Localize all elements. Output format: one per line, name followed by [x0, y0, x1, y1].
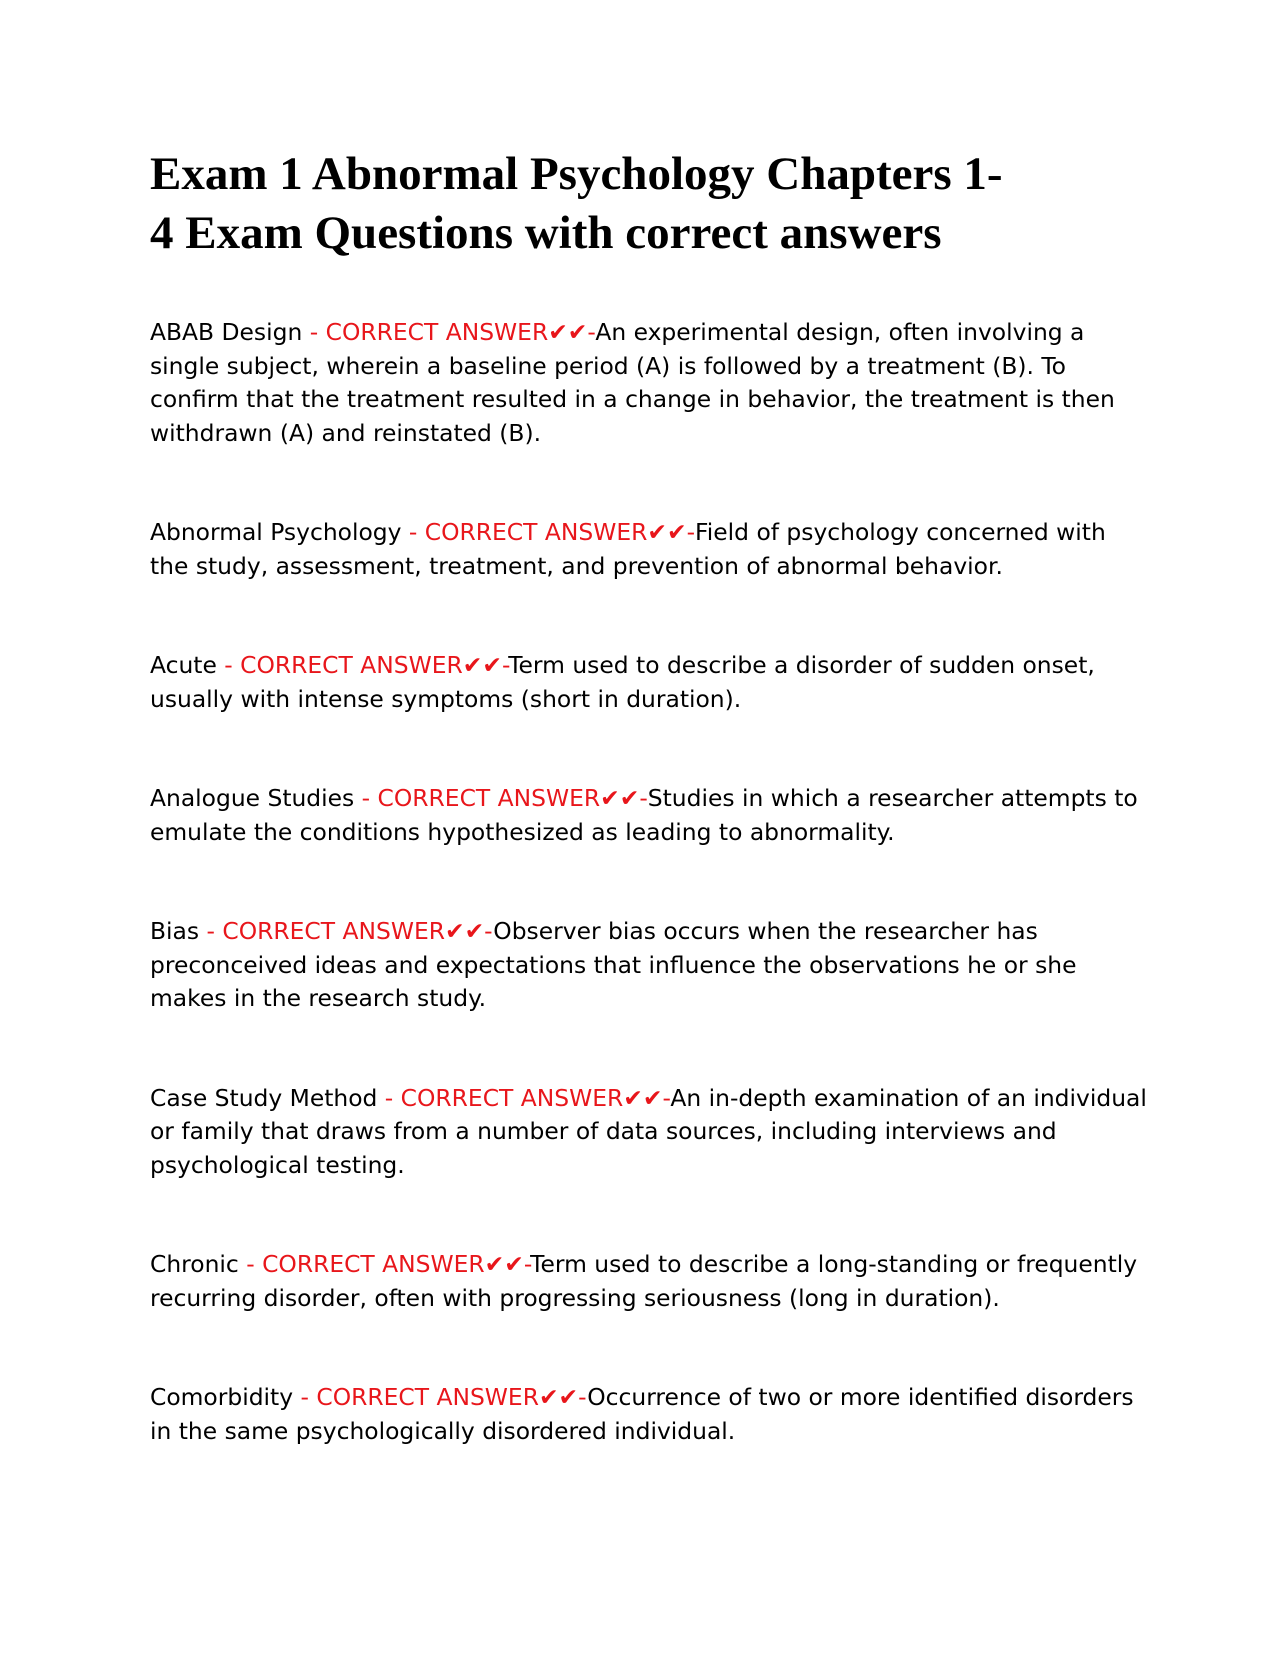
correct-answer-label: - CORRECT ANSWER✔✔-: [377, 1083, 671, 1112]
entry-term: Acute: [150, 651, 217, 679]
entry-definition: An experimental design, often involving a single subject, wherein a baseline period (A) is followed by a treatment (B). To confirm that the treatment resulted in a change in behavior, the treatment is then withdrawn (A) and reinstated (B).: [150, 318, 1115, 447]
entry-term: Abnormal Psychology: [150, 518, 402, 546]
glossary-entry: [150, 1082, 1150, 1183]
glossary-entry: [150, 782, 1150, 849]
entry-term: ABAB Design: [150, 318, 303, 346]
entry-term: Analogue Studies: [150, 784, 355, 812]
entry-term: Comorbidity: [150, 1383, 294, 1411]
entry-term: Chronic: [150, 1250, 239, 1278]
entry-definition: Observer bias occurs when the researcher has preconceived ideas and expectations that influence the observations he or she makes in the research study.: [150, 917, 1077, 1012]
entry-definition: Studies in which a researcher attempts to emulate the conditions hypothesized as leading to abnormality.: [150, 784, 1138, 846]
entry-term: Bias: [150, 917, 200, 945]
entry-definition: Occurrence of two or more identified disorders in the same psychologically disordered individual.: [150, 1383, 1134, 1445]
glossary-entry: [150, 516, 1150, 583]
document-title: [150, 145, 1130, 263]
correct-answer-label: - CORRECT ANSWER✔✔-: [401, 518, 696, 546]
entry-term: Case Study Method: [150, 1083, 378, 1112]
entry-definition: Term used to describe a long-standing or frequently recurring disorder, often with progressing seriousness (long in duration).: [150, 1250, 1138, 1312]
correct-answer-label: - CORRECT ANSWER✔✔-: [238, 1250, 531, 1278]
glossary-entry: [150, 1381, 1150, 1448]
glossary-entry: [150, 316, 1150, 450]
entry-definition: Field of psychology concerned with the study, assessment, treatment, and prevention of abnormal behavior.: [150, 518, 1106, 580]
glossary-entry: [150, 649, 1150, 716]
glossary-list: [150, 316, 1150, 1514]
correct-answer-label: - CORRECT ANSWER✔✔-: [216, 651, 509, 679]
glossary-entry: [150, 915, 1150, 1016]
title-line-2: 4 Exam Questions with correct answers: [150, 207, 942, 259]
correct-answer-label: - CORRECT ANSWER✔✔-: [354, 784, 648, 812]
correct-answer-label: - CORRECT ANSWER✔✔-: [302, 318, 596, 346]
glossary-entry: [150, 1248, 1150, 1315]
title-line-1: Exam 1 Abnormal Psychology Chapters 1-: [150, 148, 1003, 200]
correct-answer-label: - CORRECT ANSWER✔✔-: [199, 917, 494, 945]
entry-definition: An in-depth examination of an individual or family that draws from a number of data sources, including interviews and psychological testing.: [150, 1083, 1147, 1179]
entry-definition: Term used to describe a disorder of sudden onset, usually with intense symptoms (short in duration).: [150, 651, 1095, 713]
correct-answer-label: - CORRECT ANSWER✔✔-: [293, 1383, 588, 1411]
